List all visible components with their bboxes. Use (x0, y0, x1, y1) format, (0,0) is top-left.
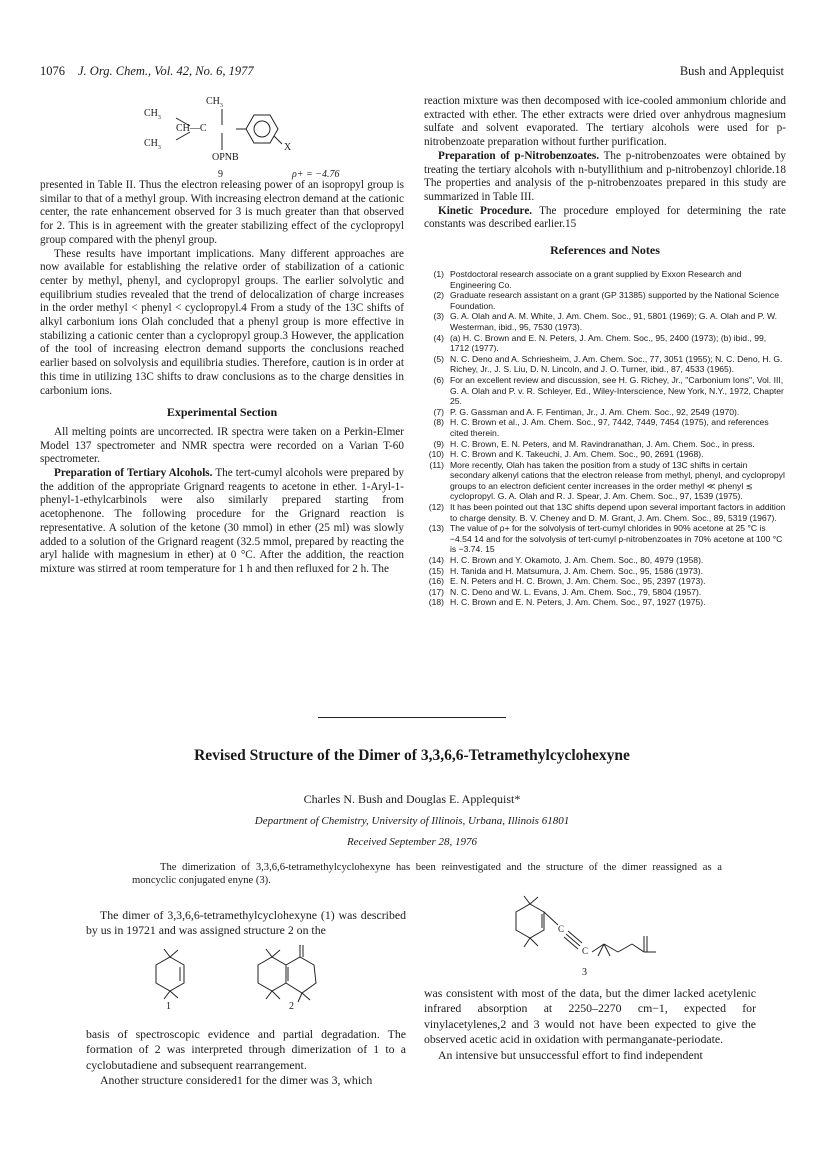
reference-text: H. C. Brown et al., J. Am. Chem. Soc., 97, 7442, 7449, 7454 (1975), and references cited therein. (450, 417, 769, 438)
reference-item (424, 311, 786, 332)
compound-number-2: 2 (289, 1001, 294, 1012)
reference-number: (8) (433, 417, 444, 428)
paragraph: The dimer of 3,3,6,6-tetramethylcyclohexyne (1) was described by us in 19721 and was assigned structure 2 on the (86, 908, 406, 938)
reference-item (424, 587, 786, 598)
ch3-top-label: $CH_3$ (206, 96, 223, 109)
reference-text: H. C. Brown and K. Takeuchi, J. Am. Chem. Soc., 90, 2691 (1968). (450, 449, 704, 460)
rho-value: ρ+ = −4.76 (292, 169, 340, 180)
reference-number: (2) (433, 290, 444, 301)
paragraph-text: The tert-cumyl alcohols were prepared by the addition of the appropriate Grignard reagents to acetone in ether. 1-Aryl-1-phenyl-1-ethylcarbinols were also similarly prepared starting from acetophenone. The following procedure for the Grignard reaction is representative. A solution of the ketone (30 mmol) in ether (25 ml) was slowly added to a solution of the Grignard reagent (32.5 mmol, prepared by reacting the aryl halide with magnesium in ether) at 0 °C. After the addition, the reaction mixture was stirred at room temperature for 1 h and then refluxed for 2 h. The (40, 467, 404, 575)
structure-9 (140, 92, 400, 184)
paragraph: presented in Table II. Thus the electron releasing power of an isopropyl group is similar to that of a methyl group. With increasing electron demand at the cationic center, the rate enhancement observed for 3 is much greater than that observed for 2. This is in agreement with the greater stabilizing effect of the cyclopropyl group compared with the phenyl group. (40, 179, 404, 246)
reference-text: It has been pointed out that 13C shifts depend upon several important factors in addition to charge density. B. V. Cheney and D. M. Grant, J. Am. Chem. Soc., 89, 5319 (1967). (450, 502, 786, 523)
compound-number-3: 3 (582, 967, 587, 978)
received-date: Received September 28, 1976 (346, 836, 478, 848)
reference-number: (15) (428, 565, 444, 576)
reference-item (424, 460, 786, 502)
running-authors: Bush and Applequist (679, 64, 784, 78)
ch-c-label: CH—C (176, 123, 207, 134)
ch3-left-bottom-label: $CH_3$ (144, 138, 161, 151)
reference-number: (18) (428, 597, 444, 608)
reference-number: (16) (428, 576, 444, 587)
reference-text: H. C. Brown and Y. Okamoto, J. Am. Chem. Soc., 80, 4979 (1958). (450, 555, 704, 566)
reference-number: (3) (433, 311, 444, 322)
reference-number: (17) (428, 586, 444, 597)
reference-text: N. C. Deno and A. Schriesheim, J. Am. Chem. Soc., 77, 3051 (1955); N. C. Deno, H. G. Richey, Jr., J. S. Liu, D. N. Lincoln, and J. O. Turner, ibid., 87, 4533 (1965). (450, 353, 783, 375)
structure-9-drawing (140, 92, 400, 184)
reference-item (424, 290, 786, 311)
article-title: Revised Structure of the Dimer of 3,3,6,6-Tetramethylcyclohexyne (194, 747, 630, 764)
reference-number: (14) (428, 555, 444, 566)
paragraph: All melting points are uncorrected. IR spectra were taken on a Perkin-Elmer Model 137 spectrometer and NMR spectra were recorded on a Varian T-60 spectrometer. (40, 425, 404, 466)
compound-number-9: 9 (218, 169, 223, 180)
reference-number: (5) (433, 353, 444, 364)
reference-text: P. G. Gassman and A. F. Fentiman, Jr., J. Am. Chem. Soc., 92, 2549 (1970). (450, 406, 740, 417)
paragraph-text: The p-nitrobenzoates were obtained by treating the tertiary alcohols with n-butyllithium and p-nitrobenzoyl chloride.18 The properties and analysis of the p-nitrobenzoates prepared in this study are summarized in Table III. (424, 149, 786, 203)
structure-3 (500, 892, 680, 982)
reference-item (424, 555, 786, 566)
paragraph: Another structure considered1 for the dimer was 3, which (100, 1073, 373, 1088)
reference-item (424, 502, 786, 523)
reference-number: (1) (433, 269, 444, 279)
article2-left-p1-wrap (86, 908, 406, 939)
reference-text: N. C. Deno and W. L. Evans, J. Am. Chem. Soc., 79, 5804 (1957). (450, 586, 702, 597)
paragraph (424, 205, 786, 232)
reference-text: H. Tanida and H. Matsumura, J. Am. Chem. Soc., 95, 1586 (1973). (450, 565, 704, 576)
article-authors: Charles N. Bush and Douglas E. Applequist* (303, 792, 521, 806)
reference-item (424, 439, 786, 450)
reference-number: (10) (428, 449, 444, 460)
reference-text: More recently, Olah has taken the position from a study of 13C shifts in certain secondary alkenyl cations that the electron release from methyl, phenyl, and cyclopropyl groups to an electron deficient center increases in the order methyl ≪ phenyl ≲ cyclopropyl. G. A. Olah and R. J. Spear, J. Am. Chem. Soc., 97, 1539 (1975). (450, 459, 785, 502)
reference-item (424, 566, 786, 577)
run-in-heading: Preparation of p-Nitrobenzoates. (438, 149, 600, 162)
reference-item (424, 597, 786, 608)
reference-text: H. C. Brown and E. N. Peters, J. Am. Chem. Soc., 97, 1927 (1975). (450, 597, 706, 608)
reference-text: E. N. Peters and H. C. Brown, J. Am. Chem. Soc., 95, 2397 (1973). (450, 576, 706, 587)
references-list (424, 269, 786, 608)
paragraph-text: The procedure employed for determining the rate constants was described earlier.15 (424, 204, 786, 231)
compound-number-1: 1 (166, 1001, 171, 1012)
reference-text: Graduate research assistant on a grant (GP 31385) supported by the National Science Foundation. (450, 290, 779, 311)
reference-item (424, 449, 786, 460)
left-column (40, 179, 404, 577)
alkyne-carbon-label: C (582, 946, 589, 956)
reference-number: (4) (433, 332, 444, 343)
run-in-heading: Preparation of Tertiary Alcohols. (54, 467, 213, 480)
page-number: 1076 (40, 64, 65, 78)
reference-number: (13) (428, 523, 444, 534)
reference-text: The value of ρ+ for the solvolysis of tert-cumyl chlorides in 90% acetone at 25 °C is −4.54 14 and for the solvolysis of tert-cumyl p-nitrobenzoates in 70% acetone at 100 °C is −3.74. 15 (450, 523, 783, 555)
reference-number: (12) (428, 502, 444, 513)
structure-3-drawing (500, 892, 680, 972)
reference-text: Postdoctoral research associate on a grant supplied by Exxon Research and Engineering Co. (450, 269, 742, 290)
paragraph (40, 467, 404, 577)
ch3-left-top-label: $CH_3$ (144, 108, 161, 121)
article-separator (318, 717, 506, 718)
section-heading: References and Notes (550, 243, 660, 258)
affiliation: Department of Chemistry, University of Illinois, Urbana, Illinois 61801 (254, 815, 570, 827)
reference-item (424, 269, 786, 290)
reference-number: (11) (429, 459, 444, 470)
section-heading: Experimental Section (166, 405, 278, 420)
reference-number: (9) (433, 438, 444, 449)
reference-text: H. C. Brown, E. N. Peters, and M. Ravindranathan, J. Am. Chem. Soc., in press. (450, 438, 755, 449)
reference-item (424, 576, 786, 587)
reference-text: G. A. Olah and A. M. White, J. Am. Chem. Soc., 91, 5801 (1969); G. A. Olah and P. W. Westerman, ibid., 95, 7530 (1973). (450, 311, 778, 332)
paragraph: These results have important implications. Many different approaches are now available for establishing the relative order of stabilization of a cationic center by methyl, phenyl, and cyclopropyl groups. The earlier solvolytic and equilibrium studies revealed that the trend of delocalization of charge increases in the order methyl < phenyl < cyclopropyl.4 From a study of the 13C shifts of alkyl carbonium ions Olah concluded that a phenyl group is more effective in stabilizing a cationic center than a cyclopropyl group.3 However, the application of the tool of increasing electron demand supports the conclusions reached earlier based on solvolysis and equilibria studies. Therefore, caution is in order at this time in utilizing 13C shifts to draw conclusions as to the charge densities in carbonium ions. (40, 247, 404, 397)
reference-text: For an excellent review and discussion, see H. G. Richey, Jr., "Carbonium Ions", Vol. III, G. A. Olah and P. v. R. Schleyer, Ed., Wiley-Interscience, New York, N.Y., 1972, Chapter 25. (450, 374, 784, 407)
reference-item (424, 375, 786, 407)
alkyne-carbon-label: C (558, 924, 565, 934)
paragraph: basis of spectroscopic evidence and partial degradation. The formation of 2 was interpreted through dimerization of 1 to a cyclobutadiene and subsequent rearrangement. (86, 1027, 406, 1072)
reference-item (424, 333, 786, 354)
journal-citation: J. Org. Chem., Vol. 42, No. 6, 1977 (78, 64, 254, 78)
reference-number: (6) (433, 374, 444, 385)
reference-item (424, 417, 786, 438)
reference-number: (7) (433, 406, 444, 417)
right-column (424, 95, 786, 264)
reference-text: (a) H. C. Brown and E. N. Peters, J. Am. Chem. Soc., 95, 2400 (1973); (b) ibid., 99, 1712 (1977). (450, 332, 767, 354)
article2-left-column (86, 1027, 406, 1089)
opnb-label: OPNB (212, 152, 239, 163)
structures-1-2 (140, 945, 340, 1025)
abstract: The dimerization of 3,3,6,6-tetramethylcyclohexyne has been reinvestigated and the structure of the dimer reassigned as a moncyclic conjugated enyne (3). (132, 862, 722, 886)
reference-item (424, 407, 786, 418)
paragraph: reaction mixture was then decomposed with ice-cooled ammonium chloride and extracted with ether. The ether extracts were dried over anhydrous magnesium sulfate and solvent evaporated. The tertiary alcohols were used for p-nitrobenzoate preparation without further purification. (424, 95, 786, 149)
paragraph (424, 150, 786, 205)
article2-right-column (424, 986, 756, 1063)
paragraph: was consistent with most of the data, but the dimer lacked acetylenic infrared absorption at 2250–2270 cm−1, expected for vinylacetylenes,2 and 3 would not have been expected to give the observed acetic acid in oxidation with permanganate-periodate. (424, 986, 756, 1047)
x-label: X (284, 142, 292, 153)
paragraph: An intensive but unsuccessful effort to find independent (438, 1047, 703, 1062)
reference-item (424, 523, 786, 555)
reference-item (424, 354, 786, 375)
run-in-heading: Kinetic Procedure. (438, 204, 533, 217)
